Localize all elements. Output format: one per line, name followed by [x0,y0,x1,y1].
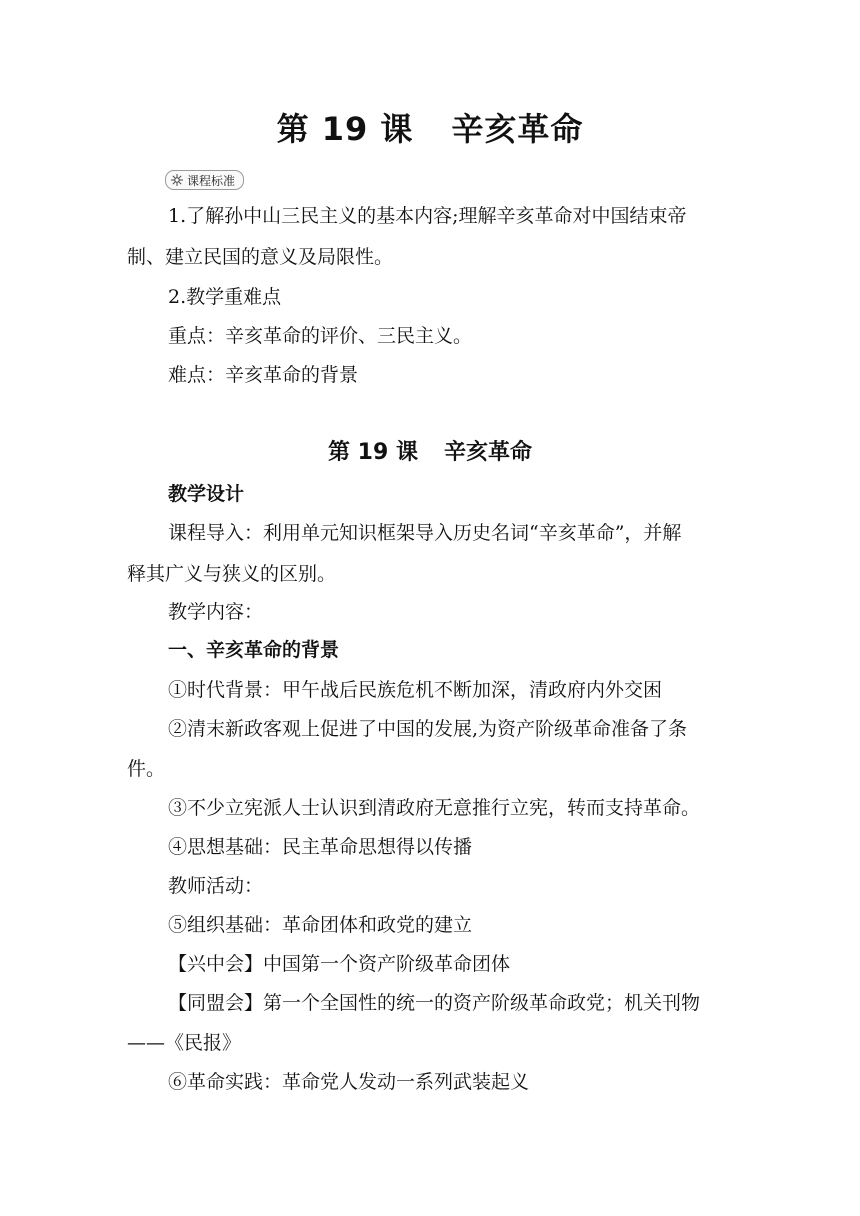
intro-line-1: 课程导入：利用单元知识框架导入历史名词“辛亥革命”，并解 [168,522,682,544]
list-item-5: ⑤组织基础：革命团体和政党的建立 [168,914,473,936]
standard-2: 2.教学重难点 [168,286,282,308]
content-label: 教学内容： [168,601,264,623]
list-item-4: ④思想基础：民主革命思想得以传播 [168,836,473,858]
lesson-name: 辛亥革命 [451,110,584,148]
course-standard-badge [165,170,244,190]
page-title [0,104,860,150]
standard-1-line-2: 制、建立民国的意义及局限性。 [127,246,394,268]
sparkle-icon [170,173,184,187]
badge-label: 课程标准 [187,173,236,188]
list-item-2-line-1: ②清末新政客观上促进了中国的发展,为资产阶级革命准备了条 [168,718,688,740]
list-item-3: ③不少立宪派人士认识到清政府无意推行立宪，转而支持革命。 [168,797,701,819]
lesson-number: 第 19 课 [276,110,414,148]
intro-line-2: 释其广义与狭义的区别。 [127,563,337,585]
section-title [0,435,860,466]
key-point: 重点：辛亥革命的评价、三民主义。 [168,325,473,347]
tongmenghui-line-2: ——《民报》 [127,1032,242,1054]
difficult-point: 难点：辛亥革命的背景 [168,364,359,386]
standard-1-line-1: 1.了解孙中山三民主义的基本内容;理解辛亥革命对中国结束帝 [168,205,687,227]
xingzhonghui-item: 【兴中会】中国第一个资产阶级革命团体 [168,953,511,975]
list-item-6: ⑥革命实践：革命党人发动一系列武装起义 [168,1071,530,1093]
list-item-1: ①时代背景：甲午战后民族危机不断加深，清政府内外交困 [168,679,663,701]
tongmenghui-line-1: 【同盟会】第一个全国性的统一的资产阶级革命政党；机关刊物 [168,992,701,1014]
design-heading: 教学设计 [168,483,245,505]
list-item-2-line-2: 件。 [127,758,166,780]
subtitle-lesson-name: 辛亥革命 [443,440,532,465]
subtitle-lesson-number: 第 19 课 [328,440,418,465]
teacher-activity-label: 教师活动： [168,875,264,897]
section-1-heading: 一、辛亥革命的背景 [168,639,340,661]
